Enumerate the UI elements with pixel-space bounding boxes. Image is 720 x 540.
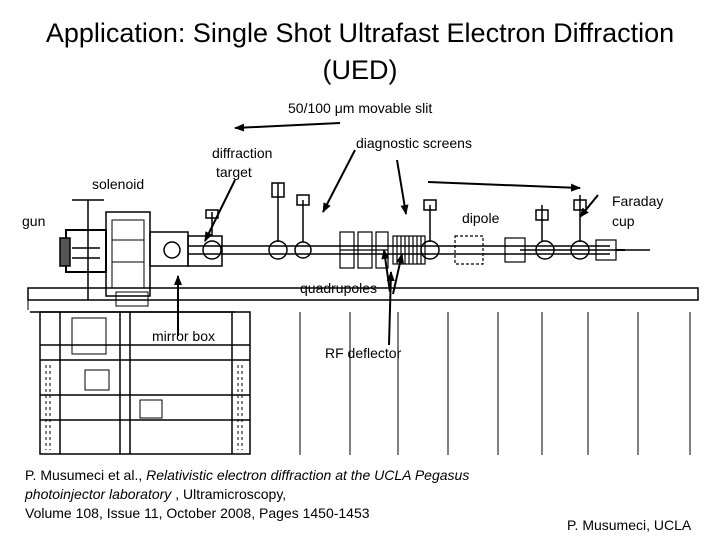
label-faraday-line-1: Faraday [612,193,664,209]
label-dipole: dipole [462,210,500,226]
label-gun: gun [22,213,46,229]
label-diagnostic-screens: diagnostic screens [356,135,472,151]
diagnostic-screen-crosses [269,183,589,259]
gun-assembly [60,200,188,306]
citation [25,466,495,523]
rf-deflector-cavity [393,236,425,264]
author-credit: P. Musumeci, UCLA [567,517,692,533]
citation-line-1 [25,466,495,504]
gun-stand-frame [40,312,250,454]
quadrupole-magnets [340,232,388,268]
beam-pipe [188,246,650,254]
label-faraday-line-2: cup [612,213,635,229]
citation-paper-title: Relativistic electron diffraction at the UCLA Pegasus photoinjector laboratory [25,467,470,502]
label-rf-deflector: RF deflector [325,345,402,361]
label-mirror-box: mirror box [152,328,216,344]
label-quadrupoles: quadrupoles [300,280,378,296]
citation-authors: P. Musumeci et al., [25,467,147,483]
citation-volume: Volume 108, Issue 11, October 2008, Pages 1450-1453 [25,505,370,521]
label-diffraction-target-line-2: target [216,164,252,180]
slide-title-line-1: Application: Single Shot Ultrafast Electron Diffraction [45,18,675,48]
label-slit: 50/100 μm movable slit [288,100,433,116]
optical-table [28,288,698,455]
dipole-magnet [455,236,525,264]
label-diffraction-target-line-1: diffraction [212,145,273,161]
citation-journal: , Ultramicroscopy, [171,486,287,502]
label-solenoid: solenoid [92,176,145,192]
slide-title-line-2: (UED) [322,55,398,85]
